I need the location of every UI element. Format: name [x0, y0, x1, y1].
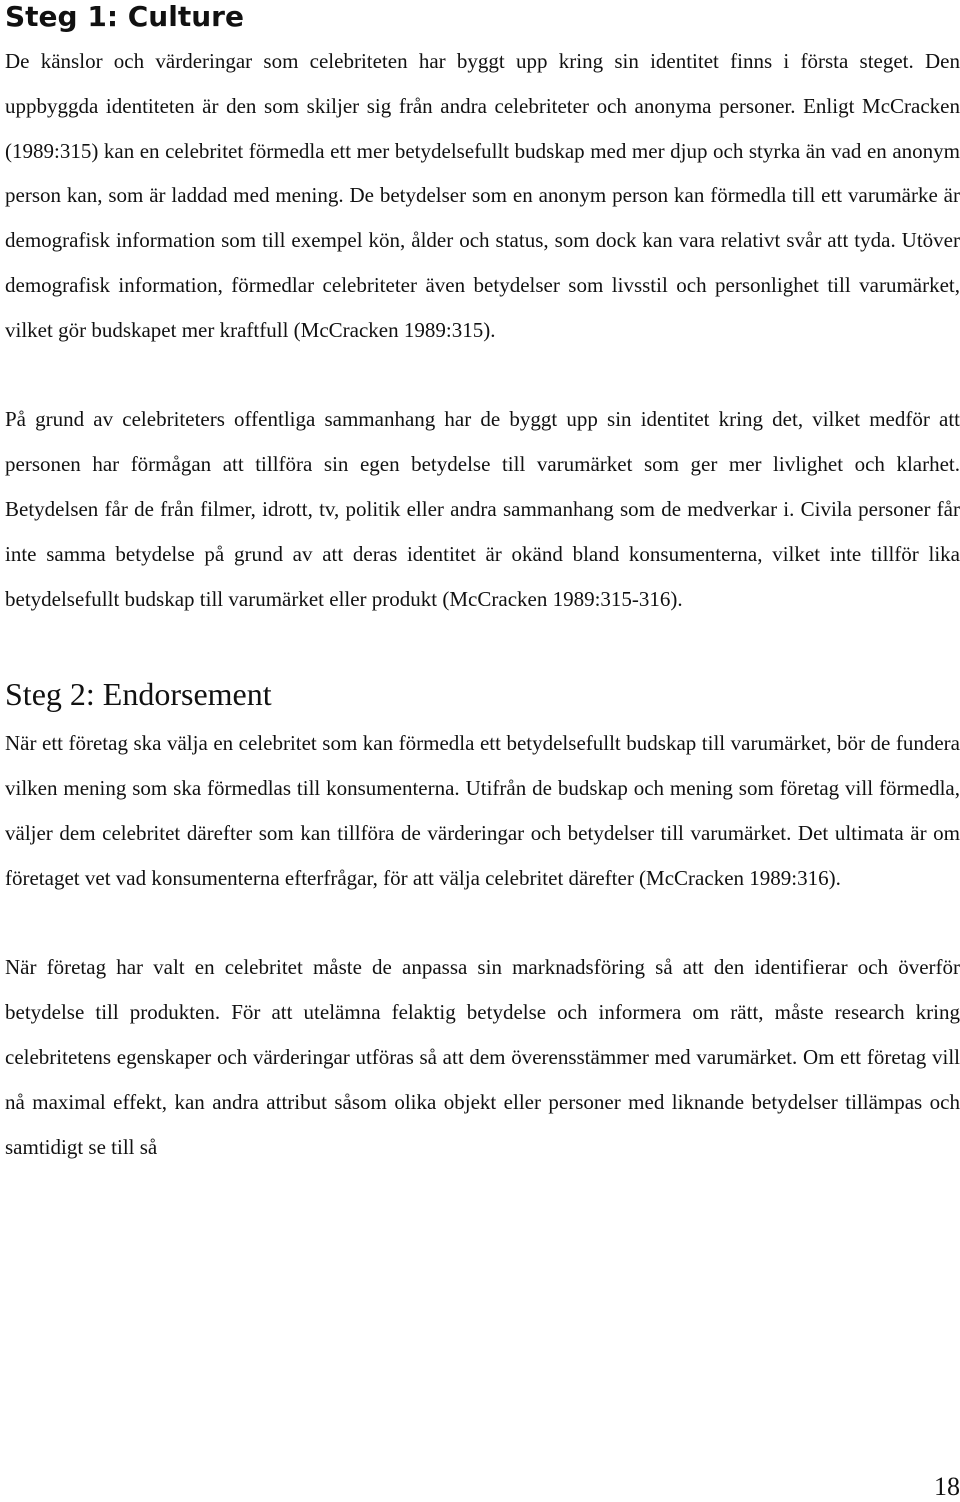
- body-paragraph-last: När företag har valt en celebritet måste de anpassa sin marknadsföring så att den identifierar och överför betydelse till produkten. För att utelämna felaktig betydelse och informera om rätt, måste research kring celebritetens egenskaper och värderingar utföras så att dem överensstämmer med varumärket. Om ett företag vill nå maximal effekt, kan andra attribut såsom olika objekt eller personer med liknande betydelser tillämpas och samtidigt se till så: [5, 955, 960, 1159]
- body-paragraph: De känslor och värderingar som celebriteten har byggt upp kring sin identitet finns i första steget. Den uppbyggda identiteten är den som skiljer sig från andra celebriteter och anonyma personer. Enligt McCracken (1989:315) kan en celebritet förmedla ett mer betydelsefullt budskap med mer djup och styrka än vad en anonym person kan, som är laddad med mening. De betydelser som en anonym person kan förmedla till ett varumärke är demografisk information som till exempel kön, ålder och status, som dock kan vara relativt svår att tyda. Utöver demografisk information, förmedlar celebriteter även betydelser som livsstil och personlighet till varumärket, vilket gör budskapet mer kraftfull (McCracken 1989:315).: [5, 49, 960, 342]
- body-paragraph: När ett företag ska välja en celebritet som kan förmedla ett betydelsefullt budskap till varumärket, bör de fundera vilken mening som ska förmedlas till konsumenterna. Utifrån de budskap och mening som företag vill förmedla, väljer dem celebritet därefter som kan tillföra de värderingar och betydelser till varumärket. Det ultimata är om företaget vet vad konsumenterna efterfrågar, för att välja celebritet därefter (McCracken 1989:316).: [5, 731, 960, 890]
- section-heading-endorsement: Steg 2: Endorsement: [5, 676, 272, 713]
- section-heading-culture: Steg 1: Culture: [5, 0, 244, 33]
- document-page: [5, 0, 960, 1169]
- page-number: 18: [934, 1472, 960, 1501]
- body-paragraph: På grund av celebriteters offentliga sammanhang har de byggt upp sin identitet kring det, vilket medför att personen har förmågan att tillföra sin egen betydelse till varumärket som ger mer livlighet och klarhet. Betydelsen får de från filmer, idrott, tv, politik eller andra sammanhang som de medverkar i. Civila personer får inte samma betydelse på grund av att deras identitet är okänd bland konsumenterna, vilket inte tillför lika betydelsefullt budskap till varumärket eller produkt (McCracken 1989:315-316).: [5, 407, 960, 611]
